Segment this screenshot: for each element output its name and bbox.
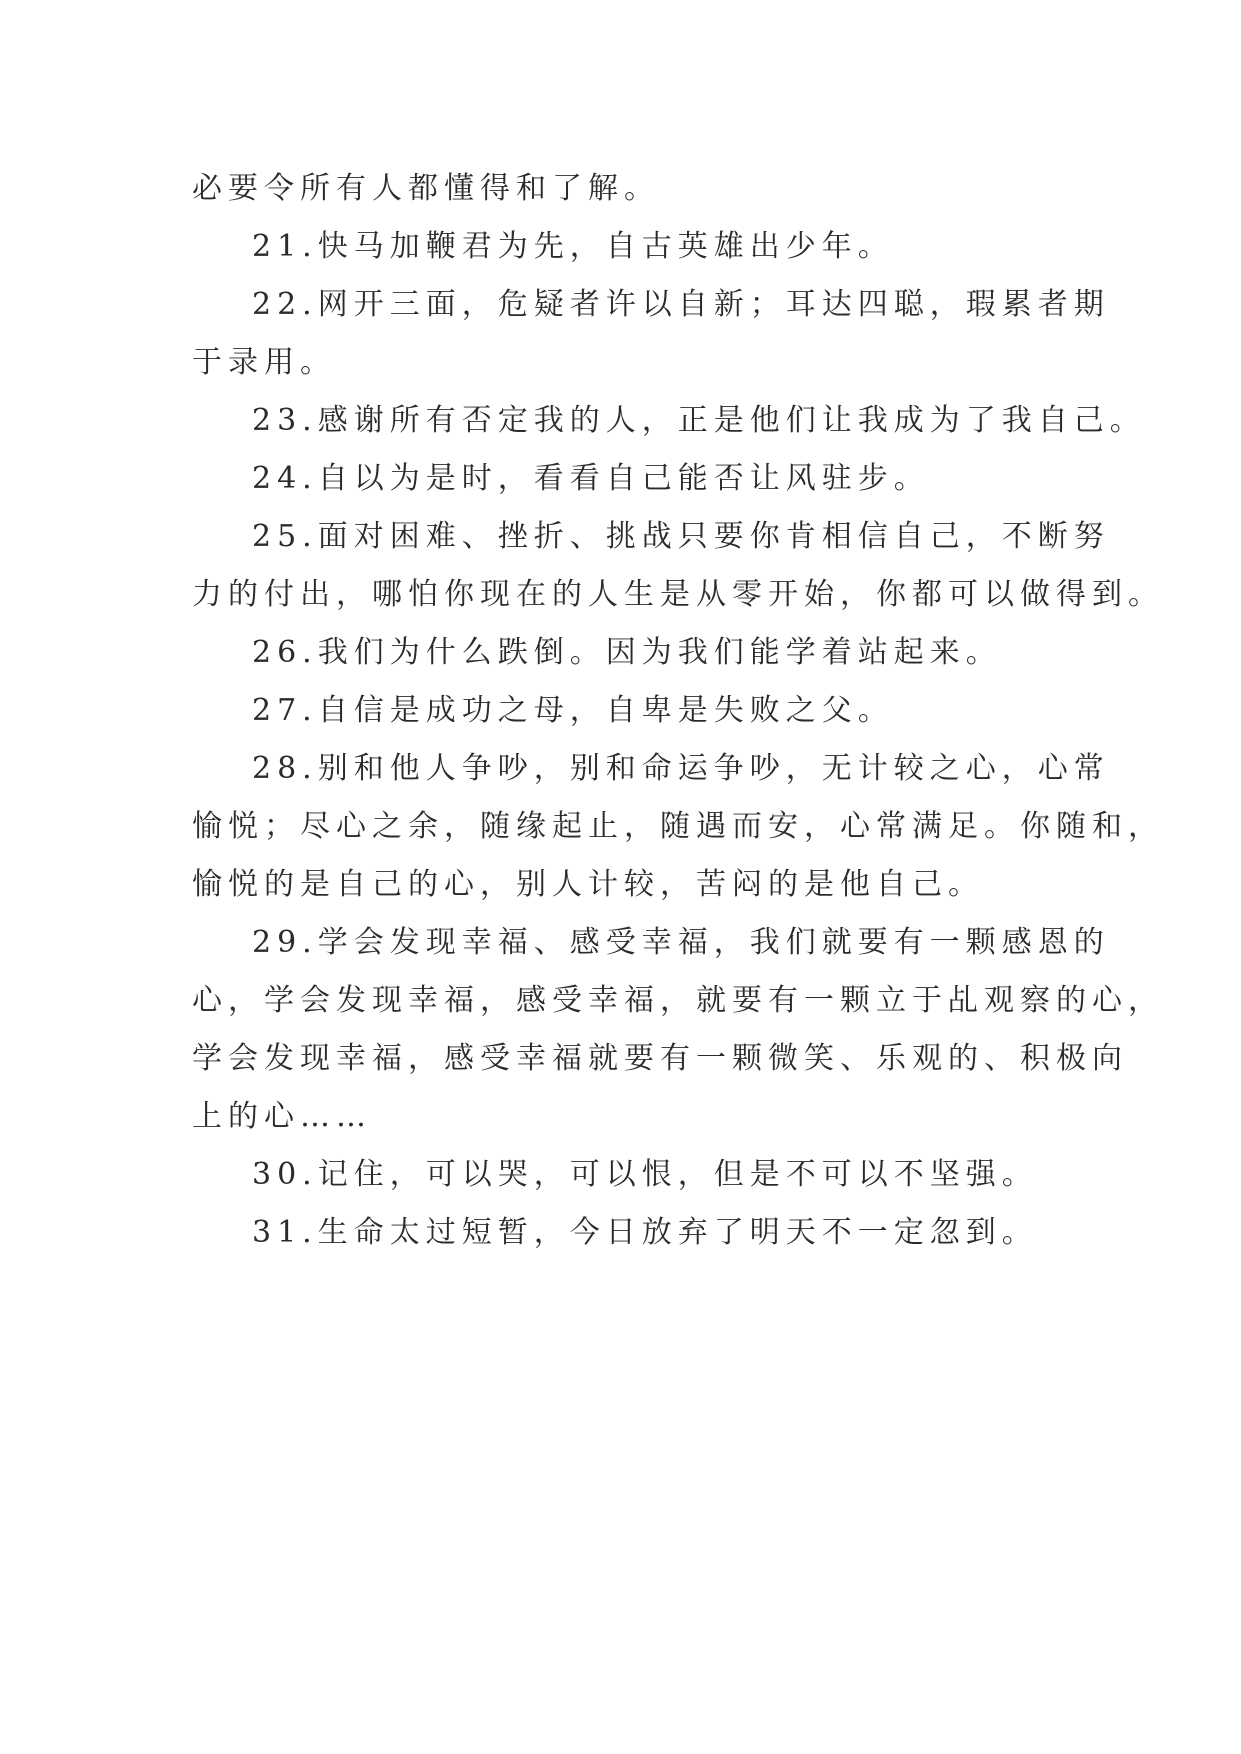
quote-30: 30.记住，可以哭，可以恨，但是不可以不坚强。 xyxy=(252,1157,1038,1192)
quote-21: 21.快马加鞭君为先，自古英雄出少年。 xyxy=(252,229,894,264)
quote-24: 24.自以为是时，看看自己能否让风驻步。 xyxy=(252,461,930,496)
text-line: 于录用。 xyxy=(192,345,336,380)
document-body xyxy=(192,160,1164,1262)
text-line: 学会发现幸福，感受幸福就要有一颗微笑、乐观的、积极向 xyxy=(192,1041,1128,1076)
text-line: 上的心…… xyxy=(192,1099,372,1134)
text-line: 愉悦的是自己的心，别人计较，苦闷的是他自己。 xyxy=(192,867,984,902)
quote-26: 26.我们为什么跌倒。因为我们能学着站起来。 xyxy=(252,635,1002,670)
quote-31: 31.生命太过短暂，今日放弃了明天不一定忽到。 xyxy=(252,1215,1038,1250)
text-line: 力的付出，哪怕你现在的人生是从零开始，你都可以做得到。 xyxy=(192,577,1164,612)
text-line: 愉悦；尽心之余，随缘起止，随遇而安，心常满足。你随和， xyxy=(192,809,1164,844)
quote-23: 23.感谢所有否定我的人，正是他们让我成为了我自己。 xyxy=(252,403,1146,438)
quote-25: 25.面对困难、挫折、挑战只要你肯相信自己，不断努 xyxy=(252,519,1110,554)
text-line: 必要令所有人都懂得和了解。 xyxy=(192,171,660,206)
quote-22: 22.网开三面，危疑者许以自新；耳达四聪，瑕累者期 xyxy=(252,287,1110,322)
quote-29: 29.学会发现幸福、感受幸福，我们就要有一颗感恩的 xyxy=(252,925,1110,960)
quote-28: 28.别和他人争吵，别和命运争吵，无计较之心，心常 xyxy=(252,751,1110,786)
text-line: 心，学会发现幸福，感受幸福，就要有一颗立于乩观察的心， xyxy=(192,983,1164,1018)
quote-27: 27.自信是成功之母，自卑是失败之父。 xyxy=(252,693,894,728)
